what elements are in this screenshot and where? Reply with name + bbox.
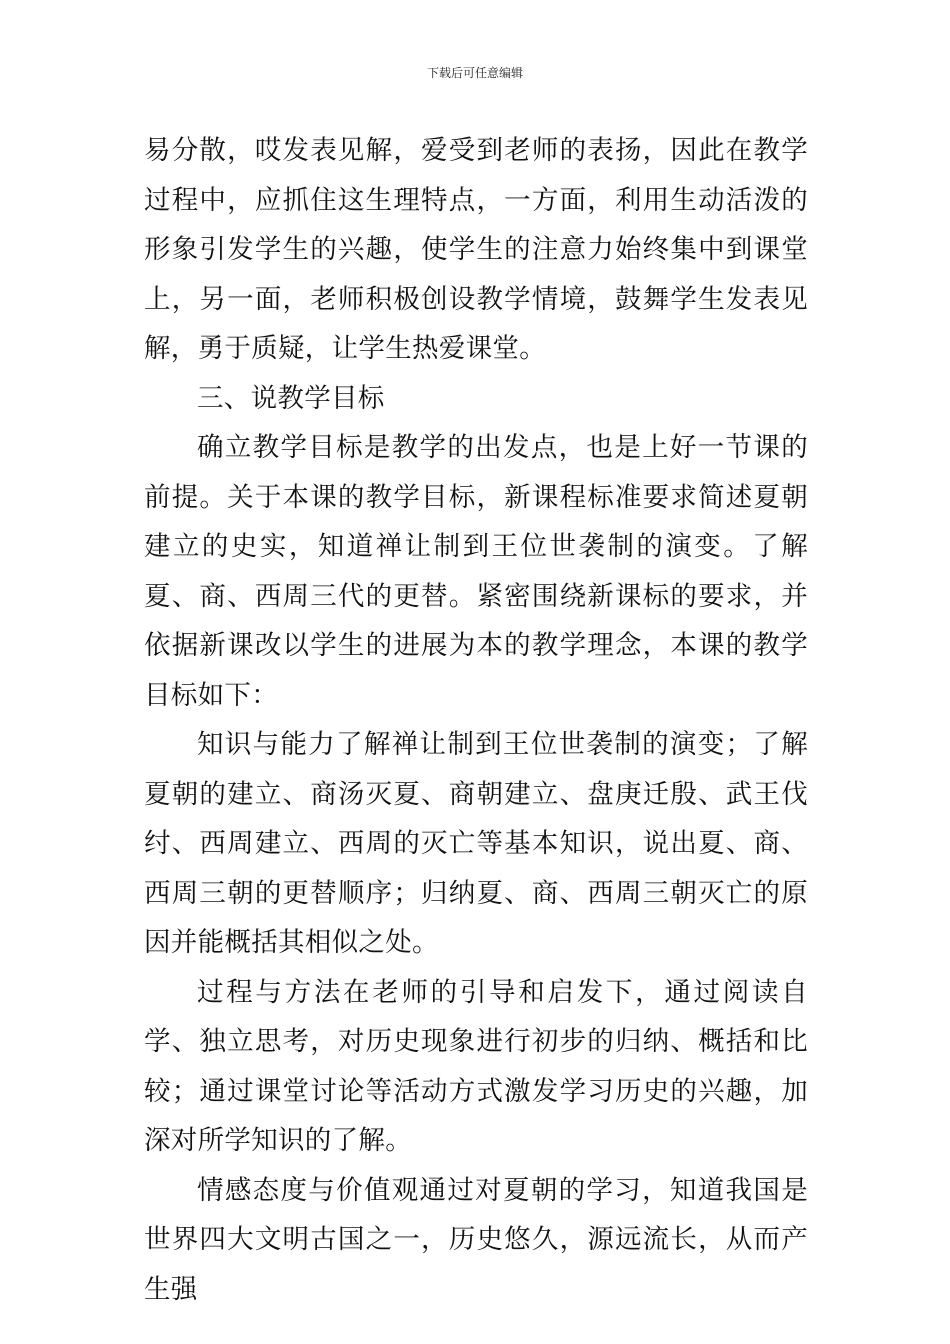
paragraph-goal-intro: 确立教学目标是教学的出发点，也是上好一节课的前提。关于本课的教学目标，新课程标准要求简述夏朝建立的史实，知道禅让制到王位世袭制的演变。了解夏、商、西周三代的更替。紧密围绕新课标的要求，并依据新课改以学生的进展为本的教学理念，本课的教学目标如下： [144, 432, 808, 711]
section-heading-teaching-goals: 三、说教学目标 [197, 382, 385, 414]
paragraph-process-method: 过程与方法在老师的引导和启发下，通过阅读自学、独立思考，对历史现象进行初步的归纳、概括和比较；通过课堂讨论等活动方式激发学习历史的兴趣，加深对所学知识的了解。 [144, 976, 808, 1156]
document-body [144, 126, 808, 1314]
paragraph-continuation: 易分散，哎发表见解，爱受到老师的表扬，因此在教学过程中，应抓住这生理特点，一方面，利用生动活泼的形象引发学生的兴趣，使学生的注意力始终集中到课堂上，另一面，老师积极创设教学情境，鼓舞学生发表见解，勇于质疑，让学生热爱课堂。 [144, 135, 808, 364]
paragraph-knowledge-ability: 知识与能力了解禅让制到王位世袭制的演变；了解夏朝的建立、商汤灭夏、商朝建立、盘庚迁殷、武王伐纣、西周建立、西周的灭亡等基本知识，说出夏、商、西周三朝的更替顺序；归纳夏、商、西周三朝灭亡的原因并能概括其相似之处。 [144, 729, 808, 958]
page-header-note: 下载后可任意编辑 [426, 66, 523, 80]
paragraph-emotion-values: 情感态度与价值观通过对夏朝的学习，知道我国是世界四大文明古国之一，历史悠久，源远流长，从而产生强 [144, 1174, 808, 1305]
